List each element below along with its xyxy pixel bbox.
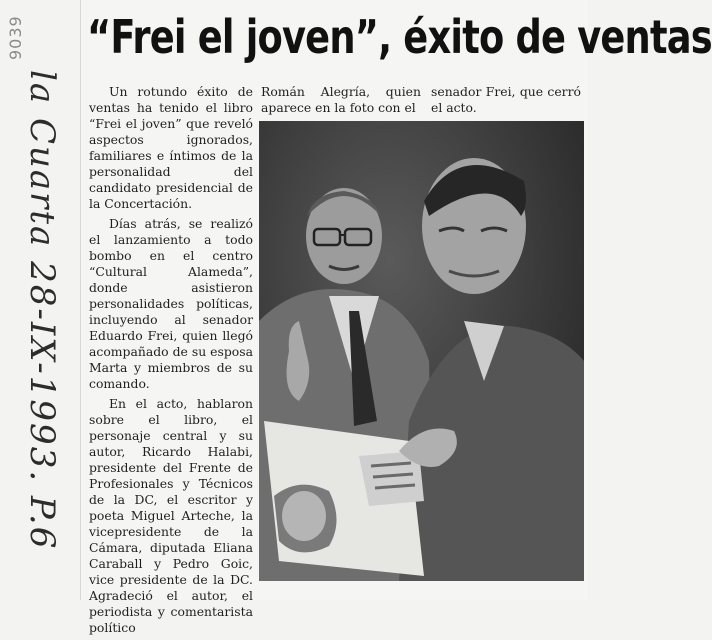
paragraph-2: Días atrás, se realizó el lanzamiento a todo bombo en el centro “Cultural Alameda”, donde asistieron personalidades políticas, incluyendo al senador Eduardo Frei, quien llegó acompañado de su esposa Marta y miembros de su comando. (89, 216, 253, 391)
column-3-text: senador Frei, que cerró el acto. (431, 84, 581, 115)
handwritten-source-date: la Cuarta 28-IX-1993. P.6 (22, 70, 62, 551)
photo-illustration (259, 121, 584, 581)
paragraph-3: En el acto, hablaron sobre el libro, el personaje central y su autor, Ricardo Halabi, presidente del Frente de Profesionales y Técnicos de la DC, el escritor y poeta Miguel Arteche, la vicepresidente de la Cámara, diputada Eliana Caraball y Pedro Goic, vice presidente de la DC. Agradeció el autor, el periodista y comentarista político (89, 396, 253, 635)
paragraph-1: Un rotundo éxito de ventas ha tenido el libro “Frei el joven” que reveló aspectos ignorados, familiares e íntimos de la personalidad del candidato presidencial de la Concertación. (89, 84, 253, 211)
headline: “Frei el joven”, éxito de ventas (87, 10, 712, 64)
news-photo (259, 121, 584, 581)
article-column-1 (89, 84, 253, 640)
archive-stamp-code: 9039 (6, 15, 25, 60)
handwritten-margin-note (10, 70, 70, 570)
article-column-2 (261, 84, 421, 120)
column-2-text: Román Alegría, quien aparece en la foto con el (261, 84, 421, 115)
article-column-3 (431, 84, 581, 120)
newspaper-clipping (80, 0, 712, 635)
